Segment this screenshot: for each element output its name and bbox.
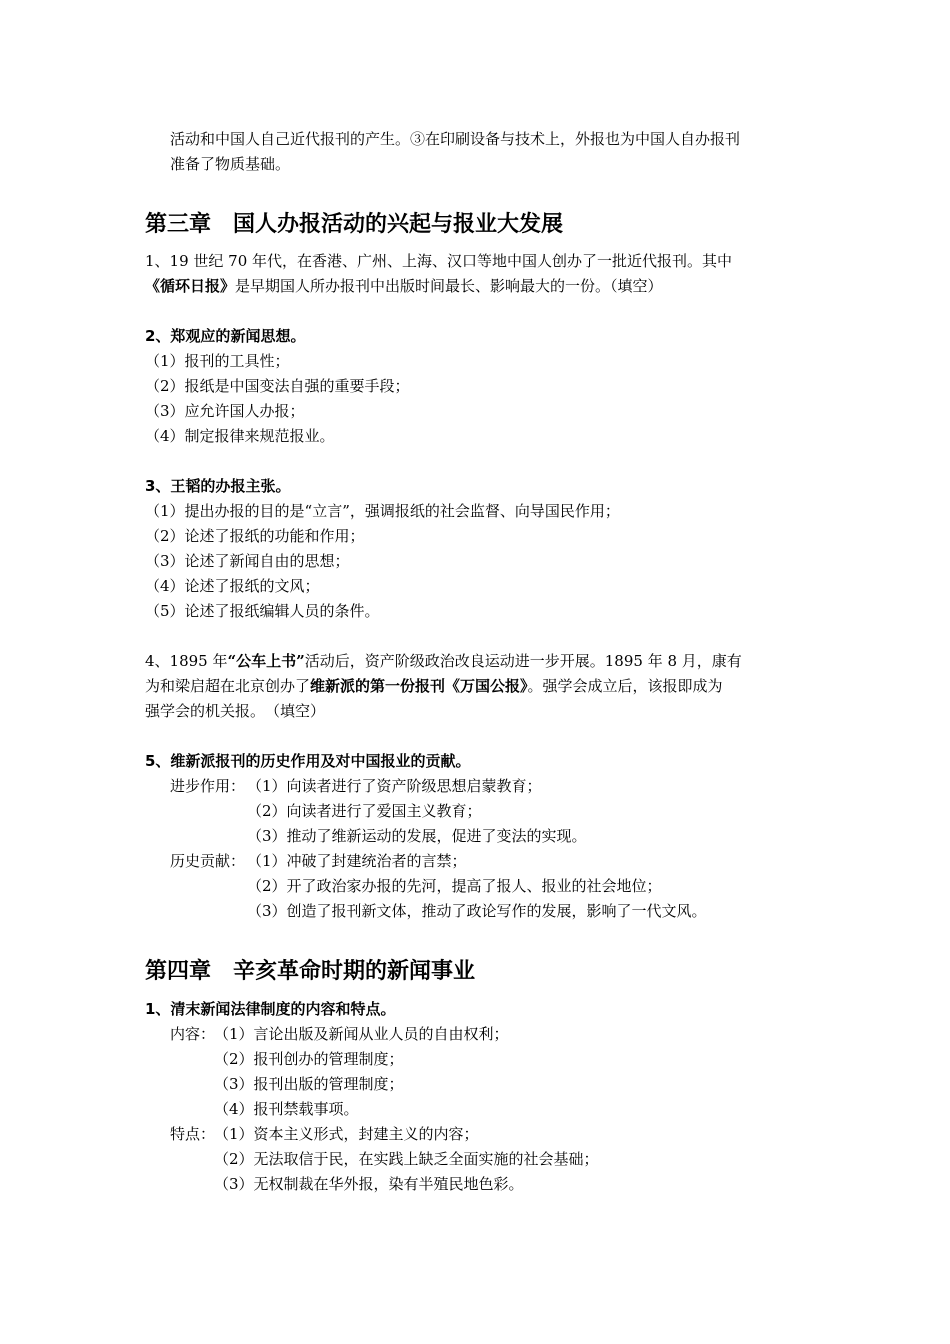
ch3-q3-item: （3）论述了新闻自由的思想； xyxy=(145,552,350,570)
ch3-q5-item: （3）创造了报刊新文体，推动了政论写作的发展，影响了一代文风。 xyxy=(247,902,707,920)
ch3-q2-item: （1）报刊的工具性； xyxy=(145,352,290,370)
ch3-q3-item: （4）论述了报纸的文风； xyxy=(145,577,320,595)
ch3-q4-line-3: 强学会的机关报。 （填空） xyxy=(145,702,326,720)
ch3-q2-item: （2）报纸是中国变法自强的重要手段； xyxy=(145,377,410,395)
ch4-q1-label-content: 内容： xyxy=(170,1025,216,1043)
ch3-q1-line-2 xyxy=(145,275,663,297)
ch3-q3-title: 3、王韬的办报主张。 xyxy=(145,477,291,495)
ch3-q3-item: （5）论述了报纸编辑人员的条件。 xyxy=(145,602,380,620)
ch3-q2-title: 2、郑观应的新闻思想。 xyxy=(145,327,306,345)
ch3-q4-bold: 维新派的第一份报刊《万国公报》 xyxy=(310,677,528,695)
ch3-q4-line-1 xyxy=(145,650,742,672)
ch3-q5-item: （1）向读者进行了资产阶级思想启蒙教育； xyxy=(247,777,542,795)
ch4-q1-item: （3）报刊出版的管理制度； xyxy=(214,1075,404,1093)
ch3-q1-bold-title: 《循环日报》 xyxy=(145,277,236,295)
chapter-4-heading: 第四章 辛亥革命时期的新闻事业 xyxy=(145,959,476,984)
ch4-q1-title: 1、清末新闻法律制度的内容和特点。 xyxy=(145,1000,396,1018)
ch3-q4-text: 为和梁启超在北京创办了 xyxy=(145,677,311,695)
ch4-q1-item: （1）资本主义形式，封建主义的内容； xyxy=(214,1125,479,1143)
ch3-q3-item: （2）论述了报纸的功能和作用； xyxy=(145,527,365,545)
ch3-q1-line-1: 1、19 世纪 70 年代，在香港、广州、上海、汉口等地中国人创办了一批近代报刊。其中 xyxy=(145,252,733,270)
ch4-q1-label-features: 特点： xyxy=(170,1125,216,1143)
intro-line-1: 活动和中国人自己近代报刊的产生。③在印刷设备与技术上，外报也为中国人自办报刊 xyxy=(170,130,741,148)
ch3-q2-item: （4）制定报律来规范报业。 xyxy=(145,427,335,445)
ch3-q4-bold: “公车上书” xyxy=(227,652,305,670)
ch3-q1-rest: 是早期国人所办报刊中出版时间最长、影响最大的一份。（填空） xyxy=(235,277,663,295)
ch4-q1-item: （2）无法取信于民，在实践上缺乏全面实施的社会基础； xyxy=(214,1150,599,1168)
ch4-q1-item: （2）报刊创办的管理制度； xyxy=(214,1050,404,1068)
ch3-q5-item: （2）向读者进行了爱国主义教育； xyxy=(247,802,482,820)
ch4-q1-item: （1）言论出版及新闻从业人员的自由权利； xyxy=(214,1025,509,1043)
ch3-q2-item: （3）应允许国人办报； xyxy=(145,402,305,420)
chapter-3-heading: 第三章 国人办报活动的兴起与报业大发展 xyxy=(145,212,564,237)
ch3-q4-text: 4、1895 年 xyxy=(145,652,228,670)
ch3-q5-item: （2）开了政治家办报的先河，提高了报人、报业的社会地位； xyxy=(247,877,662,895)
ch3-q5-item: （3）推动了维新运动的发展，促进了变法的实现。 xyxy=(247,827,587,845)
ch3-q4-text: 。强学会成立后，该报即成为 xyxy=(527,677,723,695)
ch4-q1-item: （3）无权制裁在华外报，染有半殖民地色彩。 xyxy=(214,1175,524,1193)
intro-line-2: 准备了物质基础。 xyxy=(170,155,291,173)
ch3-q4-text: 活动后，资产阶级政治改良运动进一步开展。1895 年 8 月，康有 xyxy=(304,652,742,670)
ch3-q5-label-progress: 进步作用： xyxy=(170,777,246,795)
ch3-q3-item: （1）提出办报的目的是“立言”，强调报纸的社会监督、向导国民作用； xyxy=(145,502,620,520)
ch3-q5-title: 5、维新派报刊的历史作用及对中国报业的贡献。 xyxy=(145,752,471,770)
ch3-q5-item: （1）冲破了封建统治者的言禁； xyxy=(247,852,467,870)
ch4-q1-item: （4）报刊禁载事项。 xyxy=(214,1100,359,1118)
ch3-q5-label-contribution: 历史贡献： xyxy=(170,852,246,870)
ch3-q4-line-2 xyxy=(145,675,723,697)
